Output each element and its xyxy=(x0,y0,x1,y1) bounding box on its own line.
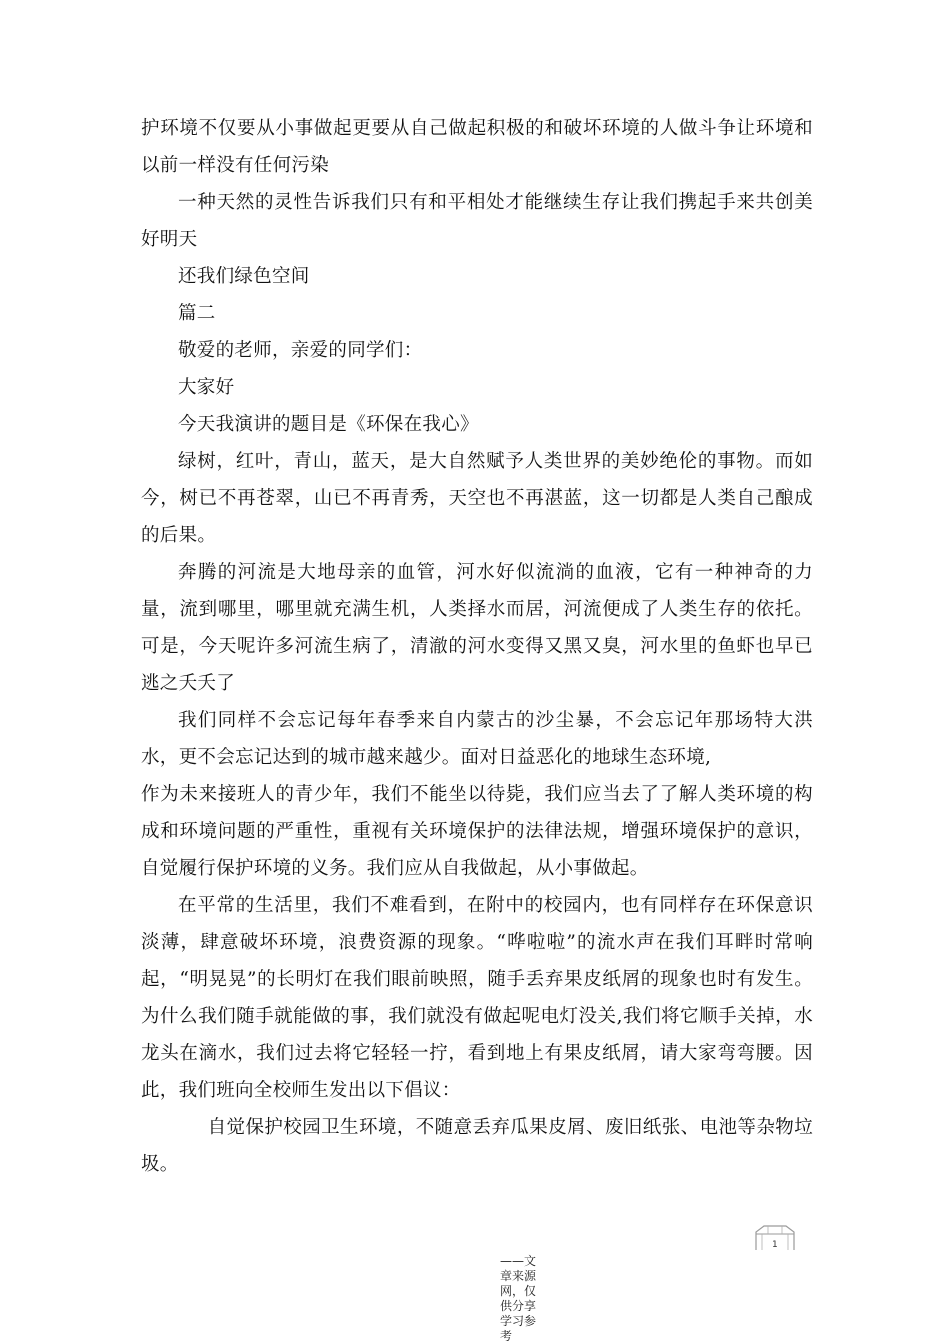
paragraph: 还我们绿色空间 xyxy=(178,266,310,287)
paragraph: 绿树，红叶，青山，蓝天，是大自然赋予人类世界的美妙绝伦的事物。而如今，树已不再苍翠，山已不再青秀，天空也不再湛蓝，这一切都是人类自己酿成的后果。 xyxy=(141,451,813,546)
section-heading: 篇二 xyxy=(178,303,216,324)
footer-note: ——文章来源网，仅供分享学习参考 xyxy=(500,1254,537,1343)
paragraph: 自觉保护校园卫生环境，不随意丢弃瓜果皮屑、废旧纸张、电池等杂物垃圾。 xyxy=(141,1117,813,1175)
paragraph: 作为未来接班人的青少年，我们不能坐以待毙，我们应当去了了解人类环境的构成和环境问题的严重性，重视有关环境保护的法律法规，增强环境保护的意识，自觉履行保护环境的义务。我们应从自我做起，从小事做起。 xyxy=(141,784,813,879)
paragraph: 护环境不仅要从小事做起更要从自己做起积极的和破坏环境的人做斗争让环境和以前一样没有任何污染 xyxy=(141,118,813,176)
paragraph: 在平常的生活里，我们不难看到，在附中的校园内，也有同样存在环保意识淡薄，肆意破坏环境，浪费资源的现象。“哗啦啦”的流水声在我们耳畔时常响起，“明晃晃”的长明灯在我们眼前映照，随手丢弃果皮纸屑的现象也时有发生。为什么我们随手就能做的事，我们就没有做起呢电灯没关,我们将它顺手关掉，水龙头在滴水，我们过去将它轻轻一拧，看到地上有果皮纸屑，请大家弯弯腰。因此，我们班向全校师生发出以下倡议： xyxy=(141,895,813,1101)
speech-title-line: 今天我演讲的题目是《环保在我心》 xyxy=(178,414,479,435)
page-number: 1 xyxy=(772,1240,778,1250)
document-body xyxy=(141,110,813,1183)
salutation: 敬爱的老师，亲爱的同学们： xyxy=(178,340,423,361)
page-number-badge xyxy=(752,1222,798,1252)
paragraph: 奔腾的河流是大地母亲的血管，河水好似流淌的血液，它有一种神奇的力量，流到哪里，哪里就充满生机，人类择水而居，河流便成了人类生存的依托。可是，今天呢许多河流生病了，清澈的河水变得又黑又臭，河水里的鱼虾也早已逃之夭夭了 xyxy=(141,562,813,694)
greeting: 大家好 xyxy=(178,377,235,398)
paragraph: 一种天然的灵性告诉我们只有和平相处才能继续生存让我们携起手来共创美好明天 xyxy=(141,192,813,250)
paragraph: 我们同样不会忘记每年春季来自内蒙古的沙尘暴，不会忘记年那场特大洪水，更不会忘记达到的城市越来越少。面对日益恶化的地球生态环境, xyxy=(141,710,813,768)
